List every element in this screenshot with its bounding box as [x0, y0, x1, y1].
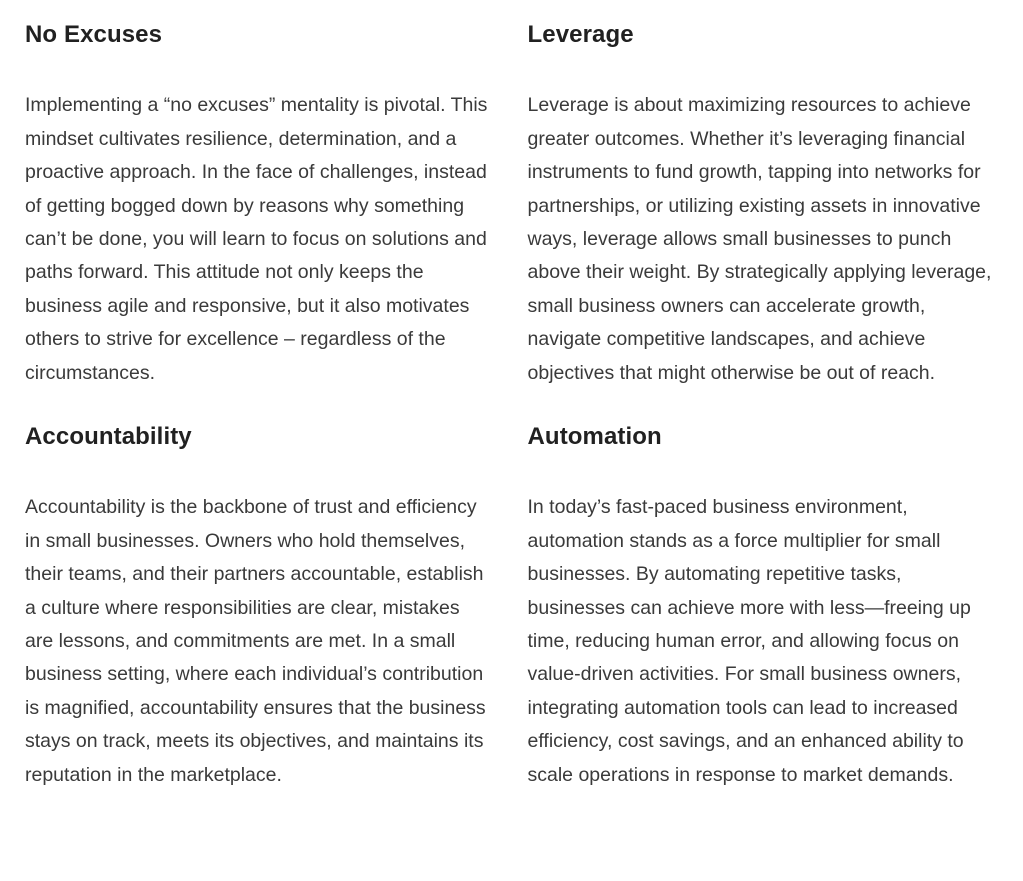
section-title-no-excuses: No Excuses — [25, 21, 163, 48]
section-body-leverage: Leverage is about maximizing resources to achieve greater outcomes. Whether it’s leveraging financial instruments to fund growth, tapping into networks for partnerships, or utilizing existing assets in innovative ways, leverage allows small businesses to punch above their weight. By strategically applying leverage, small business owners can accelerate growth, navigate competitive landscapes, and achieve objectives that might otherwise be out of reach. — [527, 94, 992, 384]
section-body-accountability: Accountability is the backbone of trust and efficiency in small businesses. Owners who hold themselves, their teams, and their partners accountable, establish a culture where responsibilities are clear, mistakes are lessons, and commitments are met. In a small business setting, where each individual’s contribution is magnified, accountability ensures that the business stays on track, meets its objectives, and maintains its reputation in the marketplace. — [25, 496, 486, 786]
section-body-automation: In today’s fast-paced business environment, automation stands as a force multiplier for small businesses. By automating repetitive tasks, businesses can achieve more with less—freeing up time, reducing human error, and allowing focus on value-driven activities. For small business owners, integrating automation tools can lead to increased efficiency, cost savings, and an enhanced ability to scale operations in response to market demands. — [527, 496, 971, 786]
section-title-leverage: Leverage — [527, 21, 634, 48]
section-no-excuses — [25, 19, 491, 390]
section-automation — [528, 421, 994, 792]
section-leverage — [528, 19, 994, 390]
section-body-no-excuses: Implementing a “no excuses” mentality is pivotal. This mindset cultivates resilience, determination, and a proactive approach. In the face of challenges, instead of getting bogged down by reasons why something can’t be done, you will learn to focus on solutions and paths forward. This attitude not only keeps the business agile and responsive, but it also motivates others to strive for excellence – regardless of the circumstances. — [25, 94, 488, 384]
section-title-accountability: Accountability — [25, 423, 192, 451]
section-title-automation: Automation — [527, 423, 662, 451]
section-accountability — [25, 421, 491, 792]
